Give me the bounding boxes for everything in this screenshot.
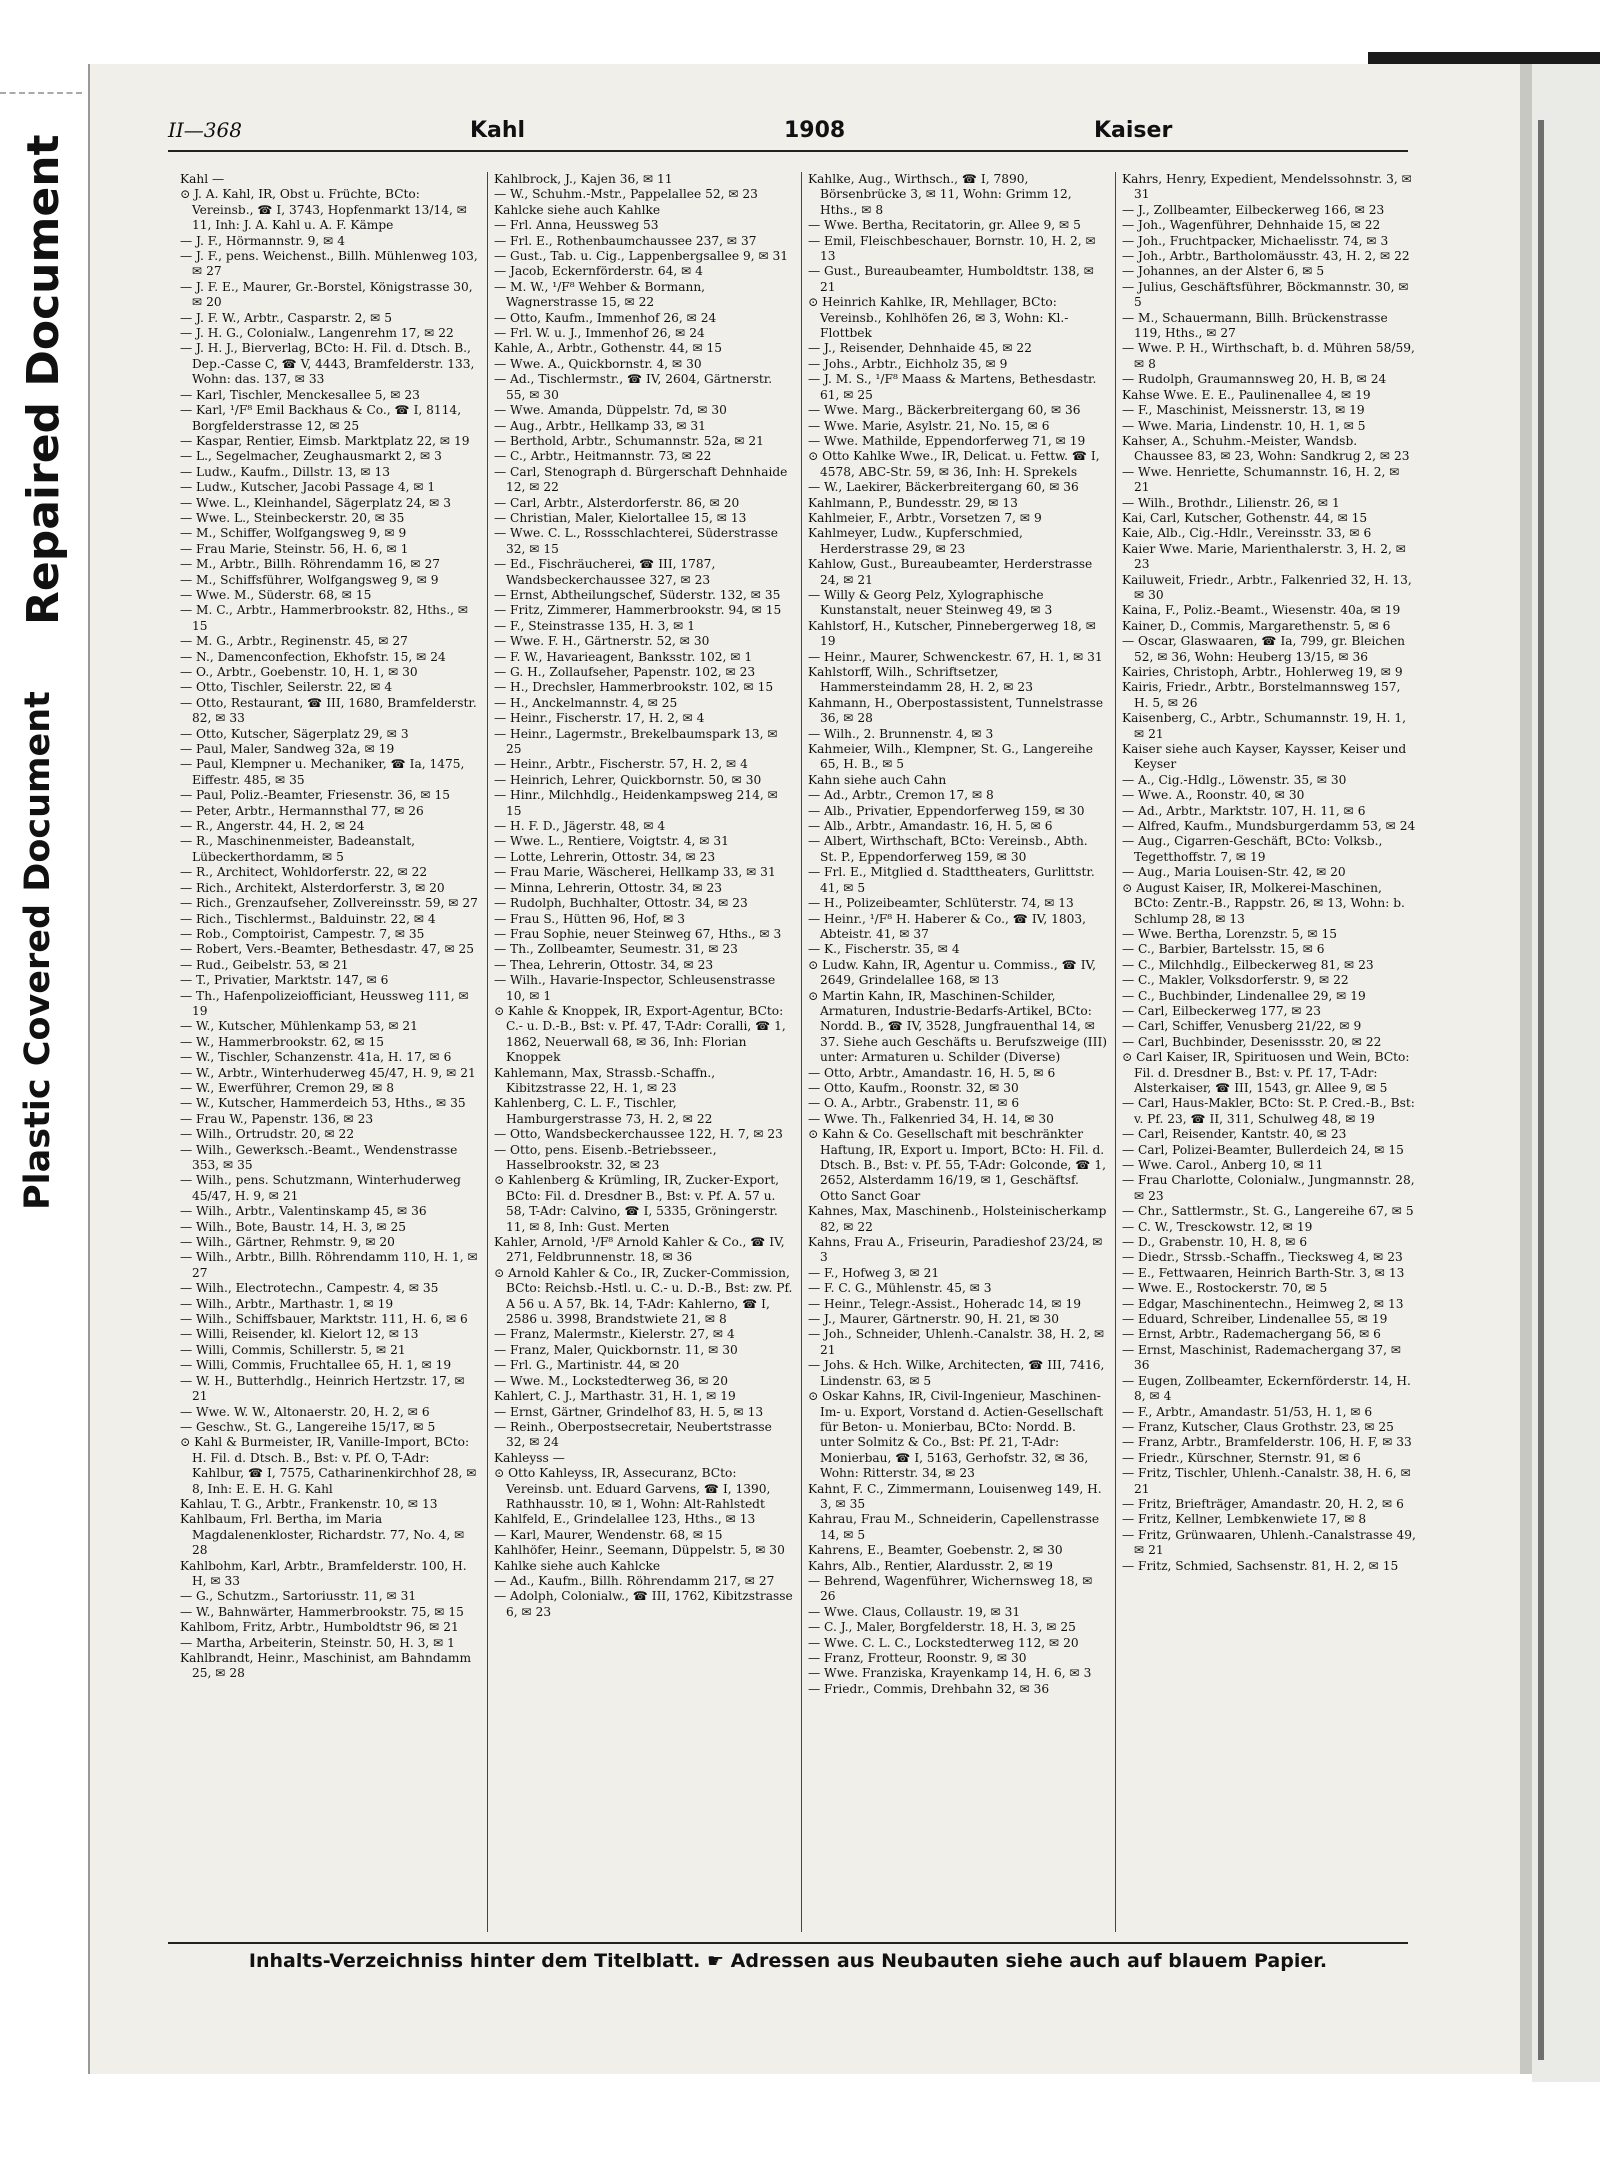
directory-entry: — K., Fischerstr. 35, ✉ 4 bbox=[808, 942, 960, 957]
directory-entry: — Wwe. L., Rentiere, Voigtstr. 4, ✉ 31 bbox=[494, 834, 729, 849]
directory-entry: — Heinr., Maurer, Schwenckestr. 67, H. 1, ✉ 31 bbox=[808, 649, 1103, 664]
directory-entry: — Wwe. Carol., Anberg 10, ✉ 11 bbox=[1122, 1158, 1324, 1172]
directory-entry: Kaie, Alb., Cig.-Hdlr., Vereinsstr. 33, ✉ 6 bbox=[1122, 526, 1372, 541]
directory-entry: — C. J., Maler, Borgfelderstr. 18, H. 3, ✉ 25 bbox=[808, 1620, 1076, 1635]
directory-entry: — Ernst, Arbtr., Rademachergang 56, ✉ 6 bbox=[1122, 1327, 1381, 1342]
directory-entry: — Otto, Wandsbeckerchaussee 122, H. 7, ✉ 23 bbox=[494, 1127, 783, 1142]
directory-entry: Kahlau, T. G., Arbtr., Frankenstr. 10, ✉ 13 bbox=[180, 1496, 438, 1511]
directory-entry: — M. C., Arbtr., Hammerbrookstr. 82, Hths., ✉ 15 bbox=[180, 603, 469, 633]
directory-entry: — Joh., Arbtr., Bartholomäusstr. 43, H. 2, ✉ 22 bbox=[1122, 249, 1410, 264]
directory-entry: — Heinr., Telegr.-Assist., Hoheradc 14, ✉ 19 bbox=[808, 1296, 1081, 1311]
directory-entry: — L., Segelmacher, Zeughausmarkt 2, ✉ 3 bbox=[180, 449, 442, 464]
directory-entry: — Wilh., Havarie-Inspector, Schleusenstrasse 10, ✉ 1 bbox=[494, 973, 776, 1003]
directory-entry: — Ludw., Kaufm., Dillstr. 13, ✉ 13 bbox=[180, 464, 391, 479]
directory-entry: — Otto, pens. Eisenb.-Betriebsseer., Hasselbrookstr. 32, ✉ 23 bbox=[494, 1142, 717, 1172]
directory-entry: Kailuweit, Friedr., Arbtr., Falkenried 32, H. 13, ✉ 30 bbox=[1122, 572, 1412, 602]
directory-entry: ⊙ Kahlenberg & Krümling, IR, Zucker-Export, BCto: Fil. d. Dresdner B., Bst: v. Pf. A. 57 u. 58, T-Adr: Calvino, ☎ I, 5335, Gröningerstr. 11, ✉ 8, Inh: Gust. Merten bbox=[494, 1173, 779, 1234]
directory-entry: — Wwe. Th., Falkenried 34, H. 14, ✉ 30 bbox=[808, 1111, 1054, 1126]
black-tab bbox=[1368, 52, 1600, 64]
directory-entry: — Carl, Stenograph d. Bürgerschaft Dehnhaide 12, ✉ 22 bbox=[494, 464, 788, 495]
directory-entry: Kahse Wwe. E. E., Paulinenallee 4, ✉ 19 bbox=[1122, 387, 1371, 402]
directory-entry: — F., Steinstrasse 135, H. 3, ✉ 1 bbox=[494, 618, 696, 633]
directory-entry: Kahrs, Alb., Rentier, Alardusstr. 2, ✉ 19 bbox=[808, 1558, 1053, 1573]
directory-entry: — Chr., Sattlermstr., St. G., Langereihe 67, ✉ 5 bbox=[1122, 1204, 1414, 1219]
directory-entry: Kahlemann, Max, Strassb.-Schaffn., Kibitzstrasse 22, H. 1, ✉ 23 bbox=[494, 1065, 716, 1095]
directory-entry: — Hinr., Milchhdlg., Heidenkampsweg 214, ✉ 15 bbox=[494, 788, 778, 818]
directory-entry: — R., Architect, Wohldorferstr. 22, ✉ 22 bbox=[180, 865, 428, 880]
directory-entry: — Karl, ¹/F⁸ Emil Backhaus & Co., ☎ I, 8114, Borgfelderstrasse 12, ✉ 25 bbox=[180, 403, 462, 433]
directory-entry: — Wwe. Henriette, Schumannstr. 16, H. 2, ✉ 21 bbox=[1122, 464, 1400, 495]
directory-entry: Kahser, A., Schuhm.-Meister, Wandsb. Chaussee 83, ✉ 23, Wohn: Sandkrug 2, ✉ 23 bbox=[1122, 433, 1410, 464]
directory-entry: — Ernst, Abtheilungschef, Süderstr. 132, ✉ 35 bbox=[494, 587, 781, 602]
directory-entry: — Ed., Fischräucherei, ☎ III, 1787, Wandsbeckerchaussee 327, ✉ 23 bbox=[494, 557, 716, 587]
directory-entry: — Edgar, Maschinentechn., Heimweg 2, ✉ 13 bbox=[1122, 1296, 1404, 1311]
directory-entry: — Jacob, Eckernförderstr. 64, ✉ 4 bbox=[494, 264, 703, 279]
directory-entry: — W., Ewerführer, Cremon 29, ✉ 8 bbox=[180, 1080, 395, 1095]
directory-entry: Kahlenberg, C. L. F., Tischler, Hamburgerstrasse 73, H. 2, ✉ 22 bbox=[494, 1096, 713, 1126]
directory-entry: — N., Damenconfection, Ekhofstr. 15, ✉ 24 bbox=[180, 649, 446, 664]
directory-entry: — Ad., Arbtr., Marktstr. 107, H. 11, ✉ 6 bbox=[1122, 803, 1366, 818]
directory-entry: — Paul, Maler, Sandweg 32a, ✉ 19 bbox=[180, 742, 395, 757]
directory-entry: — Heinrich, Lehrer, Quickbornstr. 50, ✉ 30 bbox=[494, 772, 762, 787]
directory-entry: Kahle, A., Arbtr., Gothenstr. 44, ✉ 15 bbox=[494, 341, 723, 356]
directory-entry: Kaiser siehe auch Kayser, Kaysser, Keiser und Keyser bbox=[1122, 742, 1407, 772]
directory-entry: — Emil, Fleischbeschauer, Bornstr. 10, H. 2, ✉ 13 bbox=[808, 233, 1096, 264]
directory-entry: — F., Arbtr., Amandastr. 51/53, H. 1, ✉ 6 bbox=[1122, 1404, 1373, 1419]
directory-entry: — C., Buchbinder, Lindenallee 29, ✉ 19 bbox=[1122, 988, 1366, 1003]
directory-entry: — F., Maschinist, Meissnerstr. 13, ✉ 19 bbox=[1122, 403, 1365, 418]
directory-entry: — Aug., Maria Louisen-Str. 42, ✉ 20 bbox=[1122, 865, 1346, 880]
directory-entry: — Adolph, Colonialw., ☎ III, 1762, Kibitzstrasse 6, ✉ 23 bbox=[494, 1589, 793, 1619]
directory-column-2 bbox=[494, 172, 794, 1932]
directory-entry: — Carl, Polizei-Beamter, Bullerdeich 24, ✉ 15 bbox=[1122, 1142, 1404, 1157]
directory-entry: — Willy & Georg Pelz, Xylographische Kunstanstalt, neuer Steinweg 49, ✉ 3 bbox=[808, 587, 1053, 618]
directory-entry: Kahrau, Frau M., Schneiderin, Capellenstrasse 14, ✉ 5 bbox=[808, 1512, 1100, 1542]
directory-entry: — Wwe. E., Rostockerstr. 70, ✉ 5 bbox=[1122, 1281, 1328, 1296]
directory-entry: — Christian, Maler, Kielortallee 15, ✉ 13 bbox=[494, 510, 747, 525]
page-header bbox=[168, 118, 1408, 152]
directory-entry: — J., Maurer, Gärtnerstr. 90, H. 21, ✉ 30 bbox=[808, 1312, 1059, 1327]
directory-entry: — Lotte, Lehrerin, Ottostr. 34, ✉ 23 bbox=[494, 849, 716, 864]
directory-entry: — Frl. G., Martinistr. 44, ✉ 20 bbox=[494, 1358, 680, 1373]
directory-entry: — Th., Zollbeamter, Seumestr. 31, ✉ 23 bbox=[494, 942, 738, 957]
directory-entry: Kaisenberg, C., Arbtr., Schumannstr. 19, H. 1, ✉ 21 bbox=[1122, 711, 1406, 741]
plastic-covered-document-label: Plastic Covered Document bbox=[18, 691, 58, 1210]
directory-entry: Kahns, Frau A., Friseurin, Paradieshof 23/24, ✉ 3 bbox=[808, 1235, 1103, 1265]
directory-entry: — Behrend, Wagenführer, Wichernsweg 18, ✉ 26 bbox=[808, 1573, 1093, 1604]
directory-entry: — D., Grabenstr. 10, H. 8, ✉ 6 bbox=[1122, 1235, 1308, 1250]
directory-entry: Kahmann, H., Oberpostassistent, Tunnelstrasse 36, ✉ 28 bbox=[808, 695, 1104, 726]
column-divider bbox=[1115, 172, 1116, 1932]
directory-entry: ⊙ Kahl & Burmeister, IR, Vanille-Import, BCto: H. Fil. d. Dtsch. B., Bst: v. Pf. O, T-Adr: Kahlbur, ☎ I, 7575, Catharinenkirchhof 28, ✉ 8, Inh: E. E. H. G. Kahl bbox=[180, 1435, 477, 1496]
cut-line bbox=[0, 92, 82, 94]
directory-entry: — Wwe. Bertha, Recitatorin, gr. Allee 9, ✉ 5 bbox=[808, 218, 1081, 233]
directory-entry: — Wilh., Schiffsbauer, Marktstr. 111, H. 6, ✉ 6 bbox=[180, 1312, 468, 1327]
page-edge bbox=[1520, 64, 1532, 2074]
directory-entry: ⊙ Ludw. Kahn, IR, Agentur u. Commiss., ☎ IV, 2649, Grindelallee 168, ✉ 13 bbox=[808, 957, 1097, 988]
directory-entry: — J. F. W., Arbtr., Casparstr. 2, ✉ 5 bbox=[180, 310, 392, 325]
column-divider bbox=[487, 172, 488, 1932]
directory-entry: Kahlmeyer, Ludw., Kupferschmied, Herderstrasse 29, ✉ 23 bbox=[808, 526, 1023, 556]
directory-entry: — Wwe. M., Lockstedterweg 36, ✉ 20 bbox=[494, 1373, 728, 1388]
directory-entry: — Wilh., Gewerksch.-Beamt., Wendenstrasse 353, ✉ 35 bbox=[180, 1142, 458, 1172]
directory-entry: — Franz, Malermstr., Kielerstr. 27, ✉ 4 bbox=[494, 1327, 735, 1342]
directory-entry: ⊙ August Kaiser, IR, Molkerei-Maschinen, BCto: Zentr.-B., Rappstr. 26, ✉ 13, Wohn: b. Schlump 28, ✉ 13 bbox=[1122, 880, 1405, 926]
directory-entry: — Alb., Privatier, Eppendorferweg 159, ✉ 30 bbox=[808, 803, 1085, 818]
directory-entry: — Carl, Arbtr., Alsterdorferstr. 86, ✉ 20 bbox=[494, 495, 740, 510]
header-first-name: Kahl bbox=[470, 118, 526, 143]
directory-entry: — G., Schutzm., Sartoriusstr. 11, ✉ 31 bbox=[180, 1589, 417, 1604]
page-number: II—368 bbox=[168, 118, 242, 142]
directory-entry: — Carl, Haus-Makler, BCto: St. P. Cred.-B., Bst: v. Pf. 23, ☎ II, 311, Schulweg 48, ✉ 19 bbox=[1122, 1096, 1415, 1126]
directory-entry: ⊙ Martin Kahn, IR, Maschinen-Schilder, Armaturen, Industrie-Bedarfs-Artikel, BCto: Nordd. B., ☎ IV, 3528, Jungfrauenthal 14, ✉ 37. Siehe auch Geschäfts u. Berufszweige (III) unter: Armaturen u. Schilder (Diverse) bbox=[808, 988, 1108, 1065]
directory-entry: — Heinr., Arbtr., Fischerstr. 57, H. 2, ✉ 4 bbox=[494, 757, 748, 772]
directory-entry: Kahler, Arnold, ¹/F⁸ Arnold Kahler & Co., ☎ IV, 271, Feldbrunnenstr. 18, ✉ 36 bbox=[494, 1235, 785, 1265]
directory-entry: — Wwe. Franziska, Krayenkamp 14, H. 6, ✉ 3 bbox=[808, 1666, 1092, 1681]
directory-entry: — Julius, Geschäftsführer, Böckmannstr. 30, ✉ 5 bbox=[1122, 279, 1409, 310]
directory-entry: — Albert, Wirthschaft, BCto: Vereinsb., Abth. St. P., Eppendorferweg 159, ✉ 30 bbox=[808, 834, 1088, 864]
directory-entry: — W., Laekirer, Bäckerbreitergang 60, ✉ 36 bbox=[808, 480, 1079, 495]
directory-entry: — Joh., Schneider, Uhlenh.-Canalstr. 38, H. 2, ✉ 21 bbox=[808, 1327, 1105, 1357]
directory-entry: — Wwe. Marg., Bäckerbreitergang 60, ✉ 36 bbox=[808, 403, 1081, 418]
directory-entry: ⊙ Oskar Kahns, IR, Civil-Ingenieur, Maschinen-Im- u. Export, Vorstand d. Actien-Gesellschaft für Beton- u. Monierbau, BCto: Nordd. B. unter Solmitz & Co., Bst: Pf. 21, T-Adr: Monierbau, ☎ I, 5163, Gerhofstr. 32, ✉ 36, Wohn: Ritterstr. 34, ✉ 23 bbox=[808, 1389, 1104, 1481]
directory-entry: — Joh., Wagenführer, Dehnhaide 15, ✉ 22 bbox=[1122, 218, 1381, 233]
directory-entry: Kahlhöfer, Heinr., Seemann, Düppelstr. 5, ✉ 30 bbox=[494, 1543, 785, 1558]
directory-entry: ⊙ Otto Kahleyss, IR, Assecuranz, BCto: Vereinsb. unt. Eduard Garvens, ☎ I, 1390, Rathhausstr. 10, ✉ 1, Wohn: Alt-Rahlstedt bbox=[494, 1466, 771, 1511]
directory-entry: — H. F. D., Jägerstr. 48, ✉ 4 bbox=[494, 819, 666, 834]
directory-entry: ⊙ Kahle & Knoppek, IR, Export-Agentur, BCto: C.- u. D.-B., Bst: v. Pf. 47, T-Adr: Coralli, ☎ 1, 1862, Neuerwall 68, ✉ 36, Inh: Florian Knoppek bbox=[494, 1003, 786, 1065]
directory-entry: — Fritz, Briefträger, Amandastr. 20, H. 2, ✉ 6 bbox=[1122, 1496, 1404, 1511]
directory-entry: — Th., Hafenpolizeiofficiant, Heussweg 111, ✉ 19 bbox=[180, 988, 469, 1018]
directory-entry: Kahlbom, Fritz, Arbtr., Humboldtstr 96, ✉ 21 bbox=[180, 1620, 459, 1635]
directory-entry: Kahlke siehe auch Kahlcke bbox=[494, 1558, 661, 1573]
directory-entry: — Fritz, Tischler, Uhlenh.-Canalstr. 38, H. 6, ✉ 21 bbox=[1122, 1466, 1411, 1496]
directory-entry: — Eugen, Zollbeamter, Eckernförderstr. 14, H. 8, ✉ 4 bbox=[1122, 1373, 1411, 1404]
directory-entry: — Wwe. Claus, Collaustr. 19, ✉ 31 bbox=[808, 1604, 1021, 1619]
directory-entry: — R., Angerstr. 44, H. 2, ✉ 24 bbox=[180, 819, 365, 834]
directory-entry: — M., Arbtr., Billh. Röhrendamm 16, ✉ 27 bbox=[180, 557, 441, 572]
directory-entry: — M., Schiffsführer, Wolfgangsweg 9, ✉ 9 bbox=[180, 572, 439, 587]
directory-entry: — Frl. W. u. J., Immenhof 26, ✉ 24 bbox=[494, 326, 705, 341]
directory-entry: — M., Schiffer, Wolfgangsweg 9, ✉ 9 bbox=[180, 526, 407, 541]
directory-entry: — Carl, Eilbeckerweg 177, ✉ 23 bbox=[1122, 1003, 1322, 1018]
directory-entry: — Ad., Tischlermstr., ☎ IV, 2604, Gärtnerstr. 55, ✉ 30 bbox=[494, 372, 773, 402]
header-rule bbox=[168, 150, 1408, 152]
directory-entry: ⊙ Heinrich Kahlke, IR, Mehllager, BCto: Vereinsb., Kohlhöfen 26, ✉ 3, Wohn: Kl.-Flottbek bbox=[808, 295, 1069, 341]
column-divider bbox=[801, 172, 802, 1932]
directory-entry: — J. F. E., Maurer, Gr.-Borstel, Königstrasse 30, ✉ 20 bbox=[180, 279, 473, 310]
directory-entry: — Carl, Buchbinder, Desenissstr. 20, ✉ 22 bbox=[1122, 1034, 1382, 1049]
directory-entry: — Frau W., Papenstr. 136, ✉ 23 bbox=[180, 1111, 374, 1126]
directory-entry: — Wwe. Mathilde, Eppendorferweg 71, ✉ 19 bbox=[808, 433, 1086, 448]
directory-entry: — C. W., Tresckowstr. 12, ✉ 19 bbox=[1122, 1219, 1313, 1234]
directory-entry: Kahlmann, P., Bundesstr. 29, ✉ 13 bbox=[808, 495, 1018, 510]
directory-entry: — Paul, Klempner u. Mechaniker, ☎ Ia, 1475, Eiffestr. 485, ✉ 35 bbox=[180, 757, 465, 787]
directory-entry: — Eduard, Schreiber, Lindenallee 55, ✉ 19 bbox=[1122, 1312, 1388, 1327]
directory-entry: — W., Bahnwärter, Hammerbrookstr. 75, ✉ 15 bbox=[180, 1604, 464, 1619]
directory-entry: — H., Anckelmannstr. 4, ✉ 25 bbox=[494, 695, 678, 710]
directory-entry: — Karl, Maurer, Wendenstr. 68, ✉ 15 bbox=[494, 1527, 723, 1542]
directory-entry: — Wwe. Bertha, Lorenzstr. 5, ✉ 15 bbox=[1122, 926, 1337, 941]
directory-entry: — J. F., pens. Weichenst., Billh. Mühlenweg 103, ✉ 27 bbox=[180, 249, 478, 279]
directory-entry: — Johs. & Hch. Wilke, Architecten, ☎ III, 7416, Lindenstr. 63, ✉ 5 bbox=[808, 1358, 1105, 1388]
directory-entry: — Otto, Tischler, Seilerstr. 22, ✉ 4 bbox=[180, 680, 393, 695]
directory-entry: Kahmeier, Wilh., Klempner, St. G., Langereihe 65, H. B., ✉ 5 bbox=[808, 742, 1093, 772]
directory-entry: — G. H., Zollaufseher, Papenstr. 102, ✉ 23 bbox=[494, 665, 756, 679]
directory-entry: Kahrs, Henry, Expedient, Mendelssohnstr. 3, ✉ 31 bbox=[1122, 172, 1412, 202]
directory-entry: — Frl. E., Mitglied d. Stadttheaters, Gurlittstr. 41, ✉ 5 bbox=[808, 865, 1095, 895]
directory-entry: — Martha, Arbeiterin, Steinstr. 50, H. 3, ✉ 1 bbox=[180, 1635, 455, 1650]
directory-entry: — Rich., Tischlermst., Balduinstr. 22, ✉ 4 bbox=[180, 911, 436, 926]
directory-entry: — W., Arbtr., Winterhuderweg 45/47, H. 9, ✉ 21 bbox=[180, 1065, 476, 1080]
directory-entry: — Frau Marie, Wäscherei, Hellkamp 33, ✉ 31 bbox=[494, 865, 776, 880]
page-edge-shadow bbox=[1538, 120, 1544, 2060]
directory-entry: — Wilh., Bote, Baustr. 14, H. 3, ✉ 25 bbox=[180, 1219, 406, 1234]
directory-entry: — M. G., Arbtr., Reginenstr. 45, ✉ 27 bbox=[180, 634, 408, 649]
directory-entry: — Rud., Geibelstr. 53, ✉ 21 bbox=[180, 957, 349, 972]
directory-entry: Kahn siehe auch Cahn bbox=[808, 772, 947, 787]
directory-entry: — M. W., ¹/F⁸ Wehber & Bormann, Wagnerstrasse 15, ✉ 22 bbox=[494, 279, 706, 310]
directory-entry: ⊙ J. A. Kahl, IR, Obst u. Früchte, BCto: Vereinsb., ☎ I, 3743, Hopfenmarkt 13/14, ✉ 11, Inh: J. A. Kahl u. A. F. Kämpe bbox=[180, 187, 467, 233]
directory-entry: — J. H. J., Bierverlag, BCto: H. Fil. d. Dtsch. B., Dep.-Casse C, ☎ V, 4443, Bramfelderstr. 133, Wohn: das. 137, ✉ 33 bbox=[180, 341, 475, 387]
directory-entry: — J. H. G., Colonialw., Langenrehm 17, ✉ 22 bbox=[180, 326, 454, 341]
directory-entry: Kahnt, F. C., Zimmermann, Louisenweg 149, H. 3, ✉ 35 bbox=[808, 1481, 1102, 1511]
directory-entry: — Thea, Lehrerin, Ottostr. 34, ✉ 23 bbox=[494, 957, 714, 972]
directory-entry: — J. M. S., ¹/F⁸ Maass & Martens, Bethesdastr. 61, ✉ 25 bbox=[808, 372, 1097, 402]
directory-entry: — Wwe. L., Steinbeckerstr. 20, ✉ 35 bbox=[180, 510, 405, 525]
directory-entry: — C., Milchhdlg., Eilbeckerweg 81, ✉ 23 bbox=[1122, 957, 1374, 972]
directory-entry: — Rich., Grenzaufseher, Zollvereinsstr. 59, ✉ 27 bbox=[180, 896, 478, 911]
directory-entry: — Wwe. C. L., Rossschlachterei, Süderstrasse 32, ✉ 15 bbox=[494, 526, 778, 556]
directory-entry: — W., Kutscher, Hammerdeich 53, Hths., ✉ 35 bbox=[180, 1096, 466, 1111]
directory-entry: — Franz, Frotteur, Roonstr. 9, ✉ 30 bbox=[808, 1651, 1027, 1665]
directory-entry: — Franz, Maler, Quickbornstr. 11, ✉ 30 bbox=[494, 1342, 738, 1357]
directory-entry: — Minna, Lehrerin, Ottostr. 34, ✉ 23 bbox=[494, 880, 723, 895]
directory-entry: — Karl, Tischler, Menckesallee 5, ✉ 23 bbox=[180, 387, 420, 402]
directory-entry: — F. W., Havarieagent, Banksstr. 102, ✉ 1 bbox=[494, 649, 753, 664]
directory-entry: Kahrens, E., Beamter, Goebenstr. 2, ✉ 30 bbox=[808, 1543, 1063, 1558]
directory-entry: — F. C. G., Mühlenstr. 45, ✉ 3 bbox=[808, 1281, 992, 1296]
directory-entry: — Kaspar, Rentier, Eimsb. Marktplatz 22, ✉ 19 bbox=[180, 433, 470, 448]
directory-entry: Kahlfeld, E., Grindelallee 123, Hths., ✉ 13 bbox=[494, 1512, 756, 1527]
directory-entry: — Wwe. W. W., Altonaerstr. 20, H. 2, ✉ 6 bbox=[180, 1404, 430, 1419]
directory-entry: — Wwe. L., Kleinhandel, Sägerplatz 24, ✉ 3 bbox=[180, 495, 451, 510]
directory-entry: Kahlstorf, H., Kutscher, Pinnebergerweg 18, ✉ 19 bbox=[808, 618, 1096, 649]
directory-entry: — Ad., Arbtr., Cremon 17, ✉ 8 bbox=[808, 788, 994, 803]
directory-entry: Kahlke, Aug., Wirthsch., ☎ I, 7890, Börsenbrücke 3, ✉ 11, Wohn: Grimm 12, Hths., ✉ 8 bbox=[808, 172, 1072, 217]
directory-entry: Kaina, F., Poliz.-Beamt., Wiesenstr. 40a, ✉ 19 bbox=[1122, 603, 1401, 618]
directory-entry: — Friedr., Commis, Drehbahn 32, ✉ 36 bbox=[808, 1681, 1050, 1696]
directory-entry: — Wwe. A., Roonstr. 40, ✉ 30 bbox=[1122, 788, 1305, 803]
directory-column-3 bbox=[808, 172, 1108, 1932]
directory-entry: — Carl, Reisender, Kantstr. 40, ✉ 23 bbox=[1122, 1127, 1347, 1142]
directory-entry: — Aug., Arbtr., Hellkamp 33, ✉ 31 bbox=[494, 418, 706, 433]
directory-entry: Kahlcke siehe auch Kahlke bbox=[494, 202, 661, 217]
directory-entry: — Robert, Vers.-Beamter, Bethesdastr. 47, ✉ 25 bbox=[180, 942, 475, 957]
directory-entry: — Rudolph, Buchhalter, Ottostr. 34, ✉ 23 bbox=[494, 896, 748, 911]
directory-entry: — W., Kutscher, Mühlenkamp 53, ✉ 21 bbox=[180, 1019, 418, 1034]
directory-entry: — Franz, Kutscher, Claus Grothstr. 23, ✉ 25 bbox=[1122, 1419, 1394, 1434]
directory-entry: — R., Maschinenmeister, Badeanstalt, Lübeckerthordamm, ✉ 5 bbox=[180, 834, 416, 864]
directory-entry: — J. F., Hörmannstr. 9, ✉ 4 bbox=[180, 233, 345, 248]
directory-entry: Kahlbohm, Karl, Arbtr., Bramfelderstr. 100, H. H, ✉ 33 bbox=[180, 1558, 467, 1588]
footer-note: Inhalts-Verzeichniss hinter dem Titelblatt. ☛ Adressen aus Neubauten siehe auch auf blauem Papier. bbox=[248, 1950, 1328, 1972]
directory-entry: ⊙ Kahn & Co. Gesellschaft mit beschränkter Haftung, IR, Export u. Import, BCto: H. Fil. d. Dtsch. B., Bst: v. Pf. 55, T-Adr: Golconde, ☎ 1, 2652, Alsterdamm 16/19, ✉ 1, Geschäftsf. Otto Sanct Goar bbox=[808, 1127, 1106, 1203]
directory-entry: — Rob., Comptoirist, Campestr. 7, ✉ 35 bbox=[180, 926, 425, 941]
directory-entry: — E., Fettwaaren, Heinrich Barth-Str. 3, ✉ 13 bbox=[1122, 1265, 1405, 1280]
directory-entry: — H., Polizeibeamter, Schlüterstr. 74, ✉ 13 bbox=[808, 896, 1074, 911]
directory-entry: — Wwe. Amanda, Düppelstr. 7d, ✉ 30 bbox=[494, 403, 727, 418]
directory-entry: — Heinr., Fischerstr. 17, H. 2, ✉ 4 bbox=[494, 711, 705, 726]
directory-entry: — Heinr., ¹/F⁸ H. Haberer & Co., ☎ IV, 1803, Abteistr. 41, ✉ 37 bbox=[808, 911, 1086, 941]
directory-entry: — Ludw., Kutscher, Jacobi Passage 4, ✉ 1 bbox=[180, 480, 436, 495]
directory-entry: ⊙ Carl Kaiser, IR, Spirituosen und Wein, BCto: Fil. d. Dresdner B., Bst: v. Pf. 17, T-Adr: Alsterkaiser, ☎ III, 1543, gr. Allee 9, ✉ 5 bbox=[1122, 1050, 1410, 1095]
directory-entry: — J., Zollbeamter, Eilbeckerweg 166, ✉ 23 bbox=[1122, 202, 1385, 217]
directory-entry: Kahnes, Max, Maschinenb., Holsteinischerkamp 82, ✉ 22 bbox=[808, 1204, 1107, 1234]
directory-entry: Kahleyss — bbox=[494, 1450, 565, 1465]
directory-entry: — Willi, Reisender, kl. Kielort 12, ✉ 13 bbox=[180, 1327, 419, 1342]
header-year: 1908 bbox=[784, 118, 846, 143]
directory-entry: Kairies, Christoph, Arbtr., Hohlerweg 19, ✉ 9 bbox=[1122, 665, 1403, 679]
directory-entry: — Otto, Kutscher, Sägerplatz 29, ✉ 3 bbox=[180, 726, 409, 741]
directory-entry: Kairis, Friedr., Arbtr., Borstelmannsweg 157, H. 5, ✉ 26 bbox=[1122, 680, 1401, 710]
directory-entry: — Diedr., Strssb.-Schaffn., Tiecksweg 4, ✉ 23 bbox=[1122, 1250, 1403, 1265]
directory-entry: — Willi, Commis, Fruchtallee 65, H. 1, ✉ 19 bbox=[180, 1358, 452, 1373]
directory-entry: Kahl — bbox=[180, 172, 225, 186]
directory-entry: — O. A., Arbtr., Grabenstr. 11, ✉ 6 bbox=[808, 1096, 1020, 1111]
directory-entry: — Frau Charlotte, Colonialw., Jungmannstr. 28, ✉ 23 bbox=[1122, 1173, 1415, 1203]
directory-column-1 bbox=[180, 172, 480, 1932]
directory-entry: — Wilh., pens. Schutzmann, Winterhuderweg 45/47, H. 9, ✉ 21 bbox=[180, 1173, 461, 1203]
directory-entry: — Ad., Kaufm., Billh. Röhrendamm 217, ✉ 27 bbox=[494, 1573, 775, 1588]
directory-entry: — Wilh., Ortrudstr. 20, ✉ 22 bbox=[180, 1127, 355, 1142]
directory-entry: — Franz, Arbtr., Bramfelderstr. 106, H. F, ✉ 33 bbox=[1122, 1435, 1412, 1450]
directory-entry: — H., Drechsler, Hammerbrookstr. 102, ✉ 15 bbox=[494, 680, 774, 695]
directory-entry: — Frau Marie, Steinstr. 56, H. 6, ✉ 1 bbox=[180, 541, 409, 556]
directory-entry: — Rich., Architekt, Alsterdorferstr. 3, ✉ 20 bbox=[180, 880, 445, 895]
directory-entry: ⊙ Otto Kahlke Wwe., IR, Delicat. u. Fettw. ☎ I, 4578, ABC-Str. 59, ✉ 36, Inh: H. Sprekels bbox=[808, 449, 1100, 479]
directory-entry: — J., Reisender, Dehnhaide 45, ✉ 22 bbox=[808, 341, 1032, 356]
directory-column-4 bbox=[1122, 172, 1418, 1932]
directory-entry: — Wwe. Marie, Asylstr. 21, No. 15, ✉ 6 bbox=[808, 418, 1050, 433]
directory-entry: — Frau Sophie, neuer Steinweg 67, Hths., ✉ 3 bbox=[494, 926, 782, 941]
directory-entry: — Wilh., Arbtr., Billh. Röhrendamm 110, H. 1, ✉ 27 bbox=[180, 1250, 478, 1280]
directory-entry: — Otto, Kaufm., Roonstr. 32, ✉ 30 bbox=[808, 1080, 1019, 1095]
directory-entry: — Otto, Kaufm., Immenhof 26, ✉ 24 bbox=[494, 310, 717, 325]
directory-entry: — C., Makler, Volksdorferstr. 9, ✉ 22 bbox=[1122, 973, 1349, 988]
directory-entry: — Fritz, Zimmerer, Hammerbrookstr. 94, ✉ 15 bbox=[494, 603, 782, 618]
directory-entry: — Wwe. Maria, Lindenstr. 10, H. 1, ✉ 5 bbox=[1122, 418, 1366, 433]
directory-entry: — Wwe. M., Süderstr. 68, ✉ 15 bbox=[180, 587, 372, 602]
directory-entry: — F., Hofweg 3, ✉ 21 bbox=[808, 1265, 940, 1280]
directory-entry: Kahlbaum, Frl. Bertha, im Maria Magdalenenkloster, Richardstr. 77, No. 4, ✉ 28 bbox=[180, 1512, 465, 1558]
directory-entry: — Fritz, Schmied, Sachsenstr. 81, H. 2, ✉ 15 bbox=[1122, 1558, 1399, 1573]
directory-entry: — Peter, Arbtr., Hermannsthal 77, ✉ 26 bbox=[180, 803, 424, 818]
directory-entry: ⊙ Arnold Kahler & Co., IR, Zucker-Commission, BCto: Reichsb.-Hstl. u. C.- u. D.-B., Bst: zw. Pf. A 56 u. A 57, Bk. 14, T-Adr: Kahlerno, ☎ I, 2586 u. 3998, Brandstwiete 21, ✉ 8 bbox=[494, 1265, 793, 1327]
directory-entry: Kahlbrock, J., Kajen 36, ✉ 11 bbox=[494, 172, 673, 186]
directory-entry: — W., Schuhm.-Mstr., Pappelallee 52, ✉ 23 bbox=[494, 187, 758, 202]
directory-entry: — Willi, Commis, Schillerstr. 5, ✉ 21 bbox=[180, 1342, 406, 1357]
directory-entry: — Wilh., Gärtner, Rehmstr. 9, ✉ 20 bbox=[180, 1235, 395, 1250]
directory-entry: Kaier Wwe. Marie, Marienthalerstr. 3, H. 2, ✉ 23 bbox=[1122, 541, 1406, 572]
directory-entry: — Otto, Restaurant, ☎ III, 1680, Bramfelderstr. 82, ✉ 33 bbox=[180, 695, 477, 726]
directory-entry: — Berthold, Arbtr., Schumannstr. 52a, ✉ 21 bbox=[494, 433, 764, 448]
footer-rule bbox=[168, 1942, 1408, 1944]
directory-entry: — W. H., Butterhdlg., Heinrich Hertzstr. 17, ✉ 21 bbox=[180, 1373, 465, 1404]
directory-entry: — C., Barbier, Bartelsstr. 15, ✉ 6 bbox=[1122, 942, 1325, 957]
directory-entry: — O., Arbtr., Goebenstr. 10, H. 1, ✉ 30 bbox=[180, 665, 418, 679]
directory-entry: — Wilh., Arbtr., Valentinskamp 45, ✉ 36 bbox=[180, 1204, 427, 1219]
directory-entry: Kahlow, Gust., Bureaubeamter, Herderstrasse 24, ✉ 21 bbox=[808, 557, 1093, 587]
directory-entry: — Rudolph, Graumannsweg 20, H. B, ✉ 24 bbox=[1122, 372, 1387, 387]
directory-entry: — Johannes, an der Alster 6, ✉ 5 bbox=[1122, 264, 1325, 279]
directory-entry: — Wwe. F. H., Gärtnerstr. 52, ✉ 30 bbox=[494, 634, 710, 649]
directory-entry: — Paul, Poliz.-Beamter, Friesenstr. 36, ✉ 15 bbox=[180, 788, 451, 803]
directory-entry: — Wwe. C. L. C., Lockstedterweg 112, ✉ 20 bbox=[808, 1635, 1079, 1650]
directory-entry: — Frl. E., Rothenbaumchaussee 237, ✉ 37 bbox=[494, 233, 757, 248]
directory-entry: — Friedr., Kürschner, Sternstr. 91, ✉ 6 bbox=[1122, 1450, 1361, 1465]
directory-entry: Kahlbrandt, Heinr., Maschinist, am Bahndamm 25, ✉ 28 bbox=[180, 1651, 472, 1681]
directory-entry: — Wilh., Brothdr., Lilienstr. 26, ✉ 1 bbox=[1122, 495, 1340, 510]
directory-entry: — Fritz, Kellner, Lembkenwiete 17, ✉ 8 bbox=[1122, 1512, 1367, 1527]
directory-entry: — T., Privatier, Marktstr. 147, ✉ 6 bbox=[180, 973, 389, 988]
directory-entry: — Frau S., Hütten 96, Hof, ✉ 3 bbox=[494, 911, 685, 926]
directory-entry: — Otto, Arbtr., Amandastr. 16, H. 5, ✉ 6 bbox=[808, 1065, 1056, 1080]
directory-entry: — Johs., Arbtr., Eichholz 35, ✉ 9 bbox=[808, 356, 1008, 371]
directory-entry: — W., Hammerbrookstr. 62, ✉ 15 bbox=[180, 1034, 385, 1049]
directory-entry: Kainer, D., Commis, Margarethenstr. 5, ✉ 6 bbox=[1122, 618, 1391, 633]
directory-entry: — Fritz, Grünwaaren, Uhlenh.-Canalstrasse 49, ✉ 21 bbox=[1122, 1527, 1416, 1558]
directory-entry: — Wwe. A., Quickbornstr. 4, ✉ 30 bbox=[494, 356, 702, 371]
directory-entry: — Wwe. P. H., Wirthschaft, b. d. Mühren 58/59, ✉ 8 bbox=[1122, 341, 1415, 371]
directory-entry: Kahlmeier, F., Arbtr., Vorsetzen 7, ✉ 9 bbox=[808, 510, 1042, 525]
directory-entry: — Gust., Bureaubeamter, Humboldtstr. 138, ✉ 21 bbox=[808, 264, 1094, 294]
directory-entry: Kahlert, C. J., Marthastr. 31, H. 1, ✉ 19 bbox=[494, 1389, 736, 1404]
directory-entry: — Wilh., Arbtr., Marthastr. 1, ✉ 19 bbox=[180, 1296, 394, 1311]
directory-entry: — Gust., Tab. u. Cig., Lappenbergsallee 9, ✉ 31 bbox=[494, 249, 789, 264]
directory-entry: — Ernst, Maschinist, Rademachergang 37, ✉ 36 bbox=[1122, 1342, 1402, 1373]
directory-entry: — Frl. Anna, Heussweg 53 bbox=[494, 218, 659, 233]
directory-entry: — W., Tischler, Schanzenstr. 41a, H. 17, ✉ 6 bbox=[180, 1050, 452, 1065]
directory-entry: — Oscar, Glaswaaren, ☎ Ia, 799, gr. Bleichen 52, ✉ 36, Wohn: Heuberg 13/15, ✉ 36 bbox=[1122, 634, 1406, 664]
directory-entry: — Reinh., Oberpostsecretair, Neubertstrasse 32, ✉ 24 bbox=[494, 1419, 772, 1450]
directory-entry: Kai, Carl, Kutscher, Gothenstr. 44, ✉ 15 bbox=[1122, 510, 1368, 525]
directory-entry: — Heinr., Lagermstr., Brekelbaumspark 13, ✉ 25 bbox=[494, 726, 778, 757]
directory-entry: — Carl, Schiffer, Venusberg 21/22, ✉ 9 bbox=[1122, 1019, 1362, 1034]
directory-entry: — C., Arbtr., Heitmannstr. 73, ✉ 22 bbox=[494, 449, 712, 464]
directory-entry: — M., Schauermann, Billh. Brückenstrasse 119, Hths., ✉ 27 bbox=[1122, 310, 1388, 341]
directory-entry: — Alfred, Kaufm., Mundsburgerdamm 53, ✉ 24 bbox=[1122, 819, 1416, 834]
directory-entry: — Joh., Fruchtpacker, Michaelisstr. 74, ✉ 3 bbox=[1122, 233, 1389, 248]
directory-entry: — Aug., Cigarren-Geschäft, BCto: Volksb., Tegetthoffstr. 7, ✉ 19 bbox=[1122, 834, 1383, 864]
directory-entry: — Ernst, Gärtner, Grindelhof 83, H. 5, ✉ 13 bbox=[494, 1404, 764, 1419]
directory-entry: — Geschw., St. G., Langereihe 15/17, ✉ 5 bbox=[180, 1419, 436, 1434]
directory-entry: Kahlstorff, Wilh., Schriftsetzer, Hammersteindamm 28, H. 2, ✉ 23 bbox=[808, 665, 1033, 695]
header-last-name: Kaiser bbox=[1094, 118, 1173, 143]
directory-entry: — Alb., Arbtr., Amandastr. 16, H. 5, ✉ 6 bbox=[808, 819, 1053, 834]
repaired-document-label: Repaired Document bbox=[18, 134, 69, 625]
directory-entry: — Wilh., 2. Brunnenstr. 4, ✉ 3 bbox=[808, 726, 994, 741]
directory-entry: — A., Cig.-Hdlg., Löwenstr. 35, ✉ 30 bbox=[1122, 772, 1347, 787]
directory-entry: — Wilh., Electrotechn., Campestr. 4, ✉ 35 bbox=[180, 1281, 439, 1296]
